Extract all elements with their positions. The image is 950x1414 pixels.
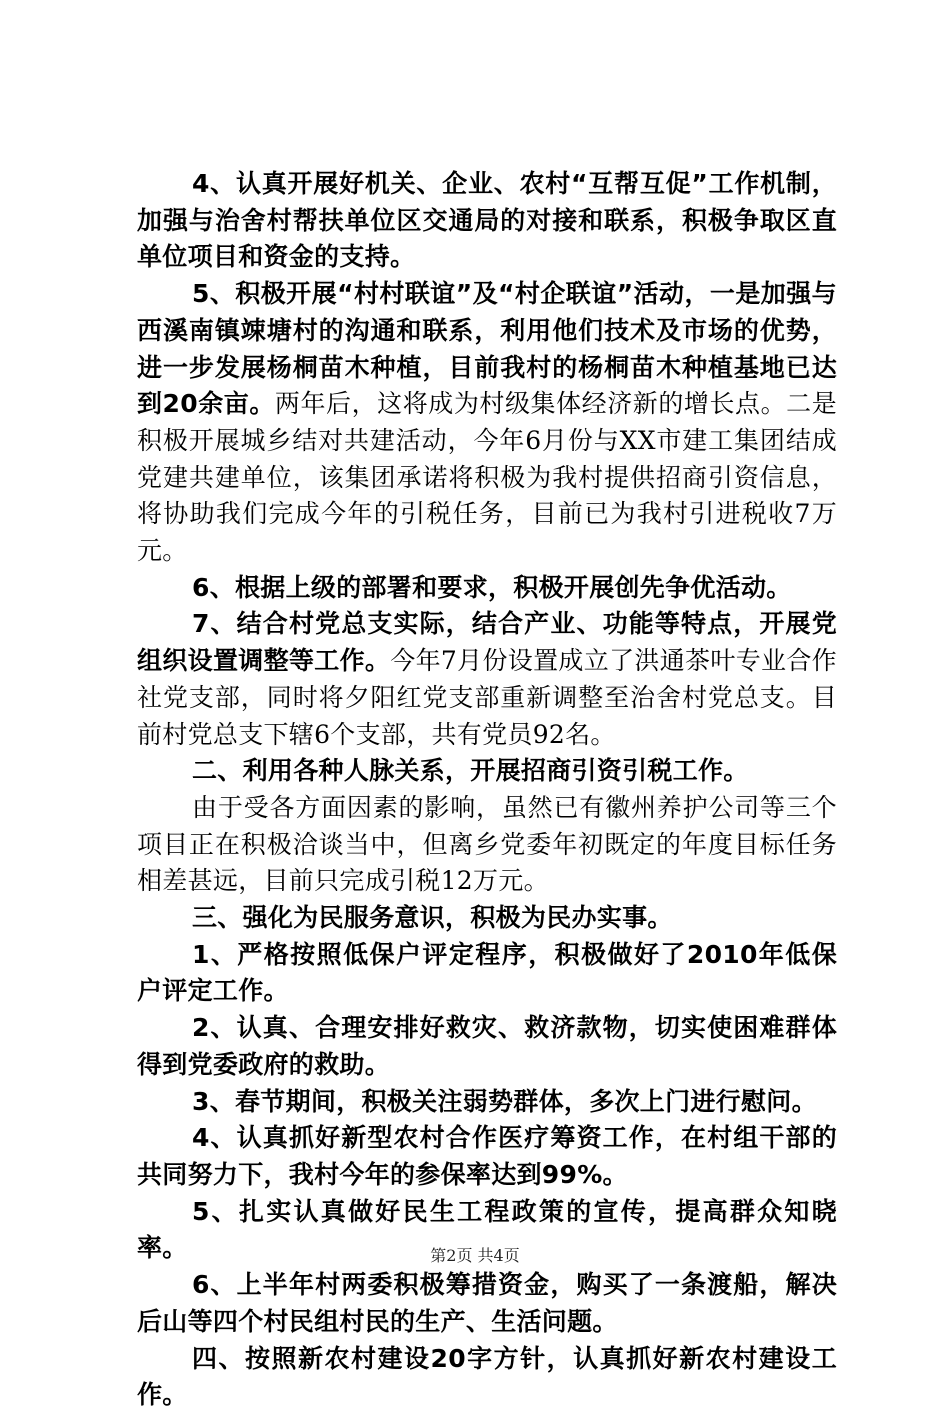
document-body <box>137 166 837 1414</box>
paragraph-item-7-bold-part: 7、结合村党总支实际，结合产业、功能等特点，开展党组织设置调整等工作。 <box>137 609 837 676</box>
page-footer: 第2页 共4页 <box>430 1246 520 1265</box>
paragraph-item-7-party-setup <box>137 606 837 753</box>
paragraph-investment-status: 由于受各方面因素的影响，虽然已有徽州养护公司等三个项目正在积极洽谈当中，但离乡党委年初既定的年度目标任务相差甚远，目前只完成引税12万元。 <box>137 792 837 896</box>
paragraph-service-1-low-income: 1、严格按照低保户评定程序，积极做好了2010年低保户评定工作。 <box>137 939 837 1006</box>
paragraph-service-6-ferry: 6、上半年村两委积极筹措资金，购买了一条渡船，解决后山等四个村民组村民的生产、生活问题。 <box>137 1270 837 1336</box>
paragraph-item-4-mutual-help: 4、认真开展好机关、企业、农村“互帮互促”工作机制，加强与治舍村帮扶单位区交通局的对接和联系，积极争取区直单位项目和资金的支持。 <box>137 169 837 272</box>
paragraph-item-5-village-ties <box>137 276 837 570</box>
paragraph-service-2-relief: 2、认真、合理安排好救灾、救济款物，切实使困难群体得到党委政府的救助。 <box>137 1013 837 1079</box>
paragraph-service-3-spring: 3、春节期间，积极关注弱势群体，多次上门进行慰问。 <box>192 1086 817 1116</box>
section-heading-3-service: 三、强化为民服务意识，积极为民办实事。 <box>192 903 673 933</box>
paragraph-item-7-regular-part: 今年7月份设置成立了洪通茶叶专业合作社党支部，同时将夕阳红党支部重新调整至治舍村党总支。目前村党总支下辖6个支部，共有党员92名。 <box>137 646 837 749</box>
paragraph-service-5-publicity: 5、扎实认真做好民生工程政策的宣传，提高群众知晓率。 <box>137 1196 837 1263</box>
paragraph-item-5-regular-part: 两年后，这将成为村级集体经济新的增长点。二是积极开展城乡结对共建活动，今年6月份与XX市建工集团结成党建共建单位，该集团承诺将积极为我村提供招商引资信息，将协助我们完成今年的引税任务，目前已为我村引进税收7万元。 <box>137 389 837 566</box>
paragraph-service-4-medical: 4、认真抓好新型农村合作医疗筹资工作，在村组干部的共同努力下，我村今年的参保率达到99%。 <box>137 1123 837 1189</box>
section-heading-2-investment: 二、利用各种人脉关系，开展招商引资引税工作。 <box>192 756 749 786</box>
paragraph-item-6-excellence: 6、根据上级的部署和要求，积极开展创先争优活动。 <box>192 572 792 602</box>
paragraph-item-5-bold-part: 5、积极开展“村村联谊”及“村企联谊”活动，一是加强与西溪南镇竦塘村的沟通和联系，利用他们技术及市场的优势，进一步发展杨桐苗木种植，目前我村的杨桐苗木种植基地已达到20余亩。 <box>137 279 837 419</box>
section-heading-4-new-village: 四、按照新农村建设20字方针，认真抓好新农村建设工作。 <box>137 1343 837 1410</box>
